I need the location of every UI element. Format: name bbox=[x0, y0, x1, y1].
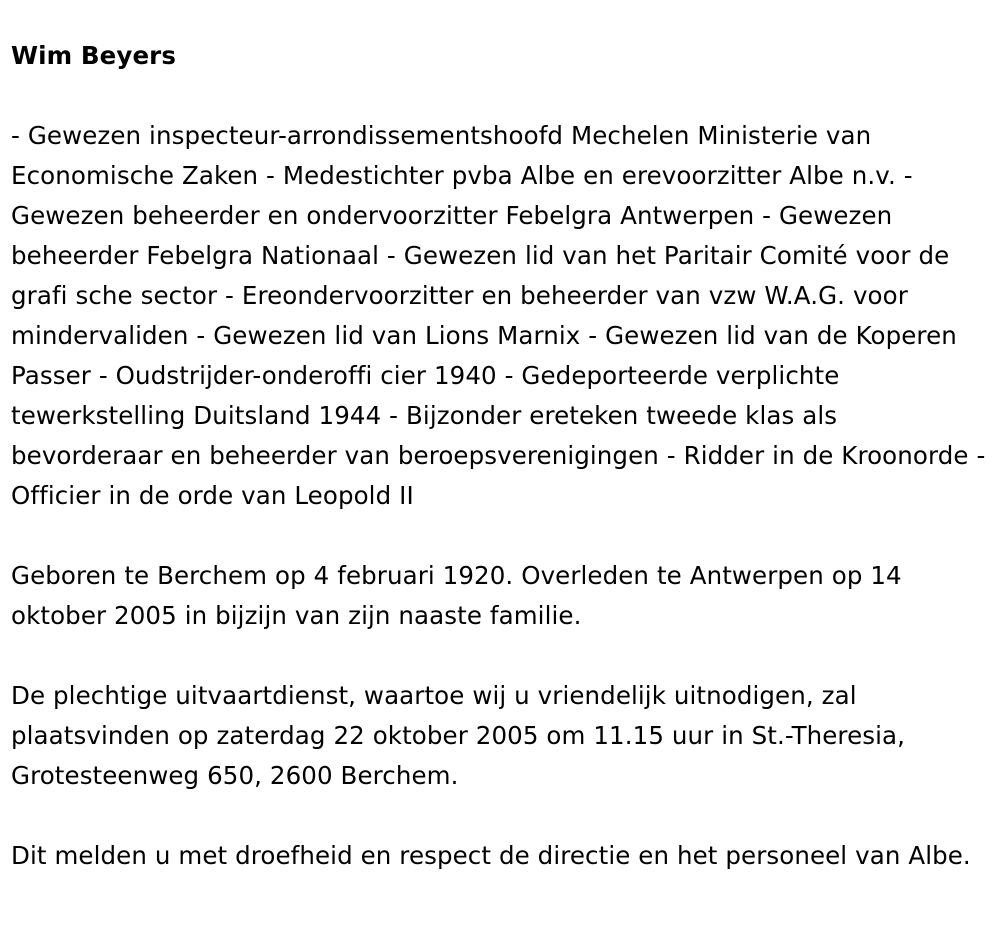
closing-paragraph: Dit melden u met droefheid en respect de directie en het personeel van Albe. bbox=[11, 841, 971, 870]
birth-death-paragraph: Geboren te Berchem op 4 februari 1920. Overleden te Antwerpen op 14 oktober 2005 in bijzijn van zijn naaste familie. bbox=[11, 561, 902, 630]
career-paragraph: - Gewezen inspecteur-arrondissementshoofd Mechelen Ministerie van Economische Zaken - Medestichter pvba Albe en erevoorzitter Albe n.v. - Gewezen beheerder en ondervoorzitter Febelgra Antwerpen - Gewezen beheerder Febelgra Nationaal - Gewezen lid van het Paritair Comité voor de grafi sche sector - Ereondervoorzitter en beheerder van vzw W.A.G. voor mindervaliden - Gewezen lid van Lions Marnix - Gewezen lid van de Koperen Passer - Oudstrijder-onderoffi cier 1940 - Gedeporteerde verplichte tewerkstelling Duitsland 1944 - Bijzonder ereteken tweede klas als bevorderaar en beheerder van beroepsverenigingen - Ridder in de Kroonorde - Officier in de orde van Leopold II bbox=[11, 121, 986, 510]
funeral-paragraph: De plechtige uitvaartdienst, waartoe wij u vriendelijk uitnodigen, zal plaatsvinden op zaterdag 22 oktober 2005 om 11.15 uur in St.-Theresia, Grotesteenweg 650, 2600 Berchem. bbox=[11, 681, 906, 790]
obituary-document bbox=[11, 36, 995, 876]
document-title: Wim Beyers bbox=[11, 41, 177, 70]
